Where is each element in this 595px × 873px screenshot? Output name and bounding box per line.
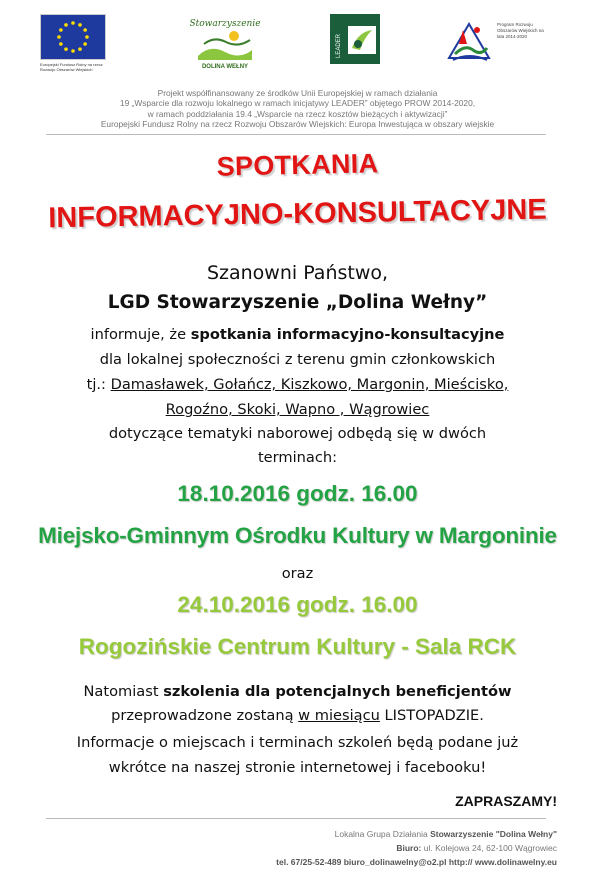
stowarzyszenie-logo-top: Stowarzyszenie — [190, 19, 260, 29]
eu-logo-caption: Europejski Fundusz Rolny na rzecz Rozwoju Obszarów Wiejskich — [40, 62, 103, 72]
body-line — [40, 401, 555, 418]
eu-flag-icon — [40, 14, 106, 60]
note-text: przeprowadzone zostaną — [111, 707, 299, 724]
eu-star-icon — [83, 42, 87, 46]
municipalities-list: Damasławek, Gołańcz, Kiszkowo, Margonin, Mieścisko, — [110, 376, 509, 393]
leader-logo-text: LEADER — [336, 33, 342, 58]
note-text: Natomiast — [83, 683, 164, 700]
body-line — [40, 326, 555, 343]
leader-logo — [330, 14, 380, 64]
footer-text: ul. Kolejowa 24, 62-100 Wągrowiec — [421, 843, 557, 853]
eu-star-icon — [64, 47, 68, 51]
eu-logo — [40, 14, 106, 72]
note-underlined: w miesiącu — [298, 707, 380, 724]
body-line — [40, 376, 555, 393]
funding-statement — [40, 88, 555, 130]
funding-line: Projekt współfinansowany ze środków Unii Europejskiej w ramach działania — [157, 88, 438, 98]
eu-star-icon — [83, 28, 87, 32]
prow-logo — [443, 14, 553, 68]
divider — [46, 134, 546, 135]
eu-star-icon — [78, 23, 82, 27]
note-line — [40, 683, 555, 700]
lgd-name: LGD Stowarzyszenie „Dolina Wełny” — [107, 292, 488, 313]
footer-divider — [46, 818, 546, 819]
meeting-2-place: Rogozińskie Centrum Kultury - Sala RCK — [78, 634, 517, 659]
funding-line: w ramach poddziałania 19.4 „Wsparcie na rzecz kosztów bieżących i aktywizacji” — [147, 108, 448, 119]
body-line: dla lokalnej społeczności z terenu gmin członkowskich — [99, 351, 496, 368]
footer-email-link[interactable]: biuro_dolinawelny@o2.pl — [343, 857, 447, 867]
eu-star-icon — [71, 49, 75, 53]
funding-line: 19 „Wsparcie dla rozwoju lokalnego w ramach inicjatywy LEADER” objętego PROW 2014-2020, — [119, 98, 476, 109]
body-line: terminach: — [257, 449, 338, 466]
stowarzyszenie-logo — [190, 14, 260, 70]
note-text: LISTOPADZIE. — [379, 707, 484, 724]
eu-star-icon — [57, 35, 61, 39]
prow-logo-caption: Program Rozwoju Obszarów Wiejskich na lata 2014-2020 — [497, 22, 544, 39]
body-text: tj.: — [86, 376, 111, 393]
closing-invitation: ZAPRASZAMY! — [455, 793, 557, 809]
stowarzyszenie-logo-bottom: DOLINA WEŁNY — [201, 64, 249, 70]
body-emphasis: spotkania informacyjno-konsultacyjne — [190, 326, 505, 343]
municipalities-list: Rogoźno, Skoki, Wapno , Wągrowiec — [165, 401, 430, 418]
meeting-2-date: 24.10.2016 godz. 16.00 — [177, 592, 418, 617]
footer-org — [335, 829, 557, 839]
title-line-2: INFORMACYJNO-KONSULTACYJNE — [48, 193, 547, 235]
footer-phone: 67/25-52-489 — [288, 857, 344, 867]
footer-address — [396, 843, 557, 853]
footer-label: Biuro: — [396, 843, 422, 853]
greeting: Szanowni Państwo, — [206, 262, 389, 284]
meeting-1-place: Miejsko-Gminnym Ośrodku Kultury w Margoninie — [38, 523, 557, 548]
meeting-1-date: 18.10.2016 godz. 16.00 — [177, 481, 418, 506]
eu-star-icon — [71, 21, 75, 25]
note-emphasis: szkolenia dla potencjalnych beneficjentów — [163, 683, 512, 700]
body-line: dotyczące tematyki naborowej odbędą się w dwóch — [108, 425, 487, 442]
note-line: wkrótce na naszej stronie internetowej i facebooku! — [108, 759, 487, 776]
funding-line: Europejski Fundusz Rolny na rzecz Rozwoju Obszarów Wiejskich: Europa Inwestująca w obszary wiejskie — [100, 119, 495, 130]
logo-row — [0, 14, 595, 76]
note-line: Informacje o miejscach i terminach szkoleń będą podane już — [76, 734, 519, 751]
eu-star-icon — [85, 35, 89, 39]
footer-website-link[interactable]: www.dolinawelny.eu — [472, 857, 557, 867]
footer-label: http:// — [446, 857, 473, 867]
body-text: informuje, że — [90, 326, 191, 343]
eu-star-icon — [78, 47, 82, 51]
title-line-1: SPOTKANIA — [216, 148, 379, 182]
conjunction: oraz — [281, 565, 314, 582]
eu-star-icon — [64, 23, 68, 27]
footer-contact — [276, 857, 557, 867]
note-line — [40, 707, 555, 724]
footer-org-name: Stowarzyszenie "Dolina Wełny" — [430, 829, 557, 839]
eu-star-icon — [59, 28, 63, 32]
eu-star-icon — [59, 42, 63, 46]
footer-text: Lokalna Grupa Działania — [334, 829, 431, 839]
footer-label: tel. — [276, 857, 289, 867]
